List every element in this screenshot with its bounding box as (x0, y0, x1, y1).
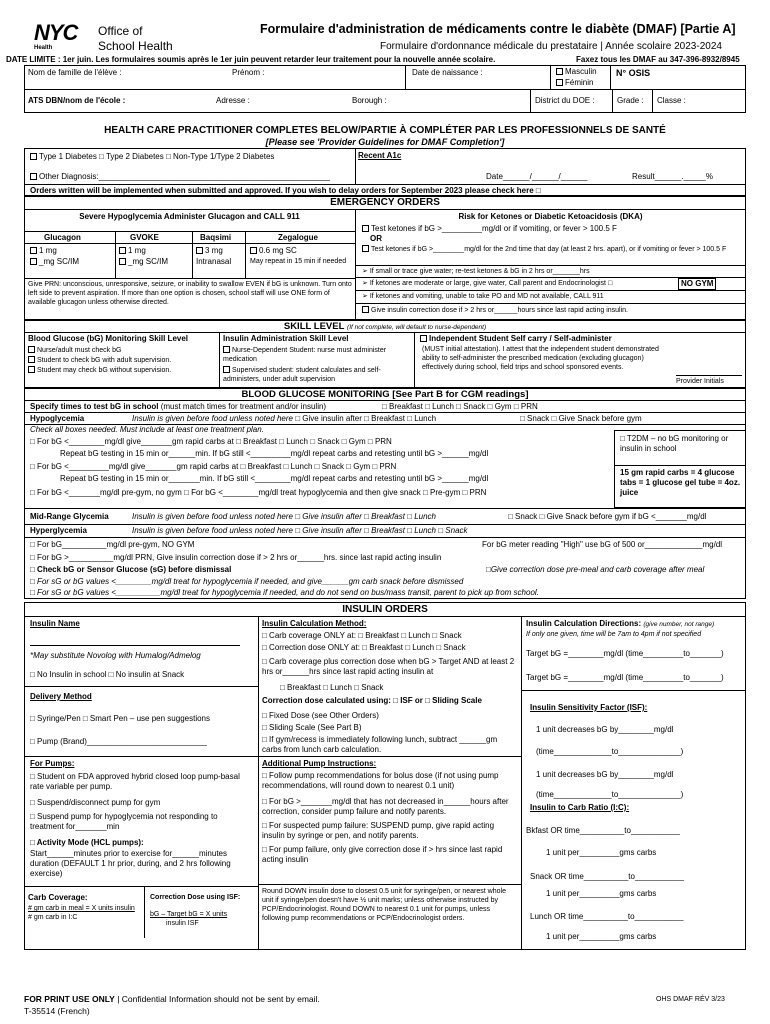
delivery-method-label: Delivery Method (30, 692, 92, 701)
mid-range-snack[interactable]: □ Snack □ Give Snack before gym if bG <_______mg/dl (508, 512, 707, 521)
hyper-timing[interactable]: Insulin is given before food unless noted here □ Give insulin after □ Breakfast □ Lunch □ Snack (132, 526, 468, 535)
pump-failure-threshold[interactable]: □ For bG >_______mg/dl that has not decreased in______hours after correction, consider pump failure and notify parents. (262, 797, 509, 816)
skill-title: SKILL LEVEL (If not complete, will default to nurse-dependent) (283, 321, 487, 332)
pump-instructions-label: Additional Pump Instructions: (262, 759, 377, 768)
dka-title: Risk for Ketones or Diabetic Ketoacidosis (DKA) (458, 212, 643, 221)
isf-1[interactable]: 1 unit decreases bG by________mg/dl (536, 725, 674, 734)
zegalogue-dose[interactable]: 0.6 mg SC (250, 246, 297, 256)
office-line2: School Health (98, 39, 173, 53)
sliding-scale[interactable]: □ Sliding Scale (See Part B) (262, 723, 362, 732)
gvoke-1mg[interactable]: 1 mg (119, 246, 146, 256)
dka-bullet-911: ➢ If ketones and vomiting, unable to take PO and MD not available, CALL 911 (362, 293, 604, 300)
hypo-snack-gym[interactable]: □ Snack □ Give Snack before gym (520, 414, 642, 423)
calc-method-label: Insulin Calculation Method: (262, 619, 367, 628)
district-field[interactable]: District du DOE : (535, 96, 595, 105)
insulin-title: INSULIN ORDERS (342, 604, 428, 615)
bg-skill-nurse[interactable]: Nurse/adult must check bG (28, 346, 121, 355)
col-glucagon: Glucagon (44, 233, 81, 242)
calc-directions-note: If only one given, time will be 7am to 4pm if not specified (526, 631, 702, 638)
female-checkbox[interactable]: Féminin (556, 78, 593, 88)
address-field[interactable]: Adresse : (216, 96, 250, 105)
fax-number: Faxez tous les DMAF au 347-396-8932/8945 (576, 55, 740, 64)
correction-only[interactable]: □ Correction dose ONLY at: □ Breakfast □ Lunch □ Snack (262, 643, 466, 652)
target-bg-2[interactable]: Target bG =________mg/dl (time_________to_______) (526, 673, 724, 682)
hypo-treatment-2[interactable]: □ For bG <_________mg/dl give_______gm rapid carbs at □ Breakfast □ Lunch □ Snack □ Gym □ PRN (30, 462, 397, 471)
hypo-retest-1[interactable]: Repeat bG testing in 15 min or______min. If bG still <_________mg/dl repeat carbs and retesting until bG >______mg/dl (60, 449, 489, 458)
t2dm-option[interactable]: □ T2DM – no bG monitoring or insulin in school (620, 434, 729, 453)
test-time-options[interactable]: □ Breakfast □ Lunch □ Snack □ Gym □ PRN (382, 402, 538, 411)
male-checkbox[interactable]: Masculin (556, 67, 597, 77)
pump-brand-field[interactable]: □ Pump (Brand)___________________________ (30, 737, 207, 746)
osis-field[interactable]: N° OSIS (616, 68, 651, 78)
hypo-label: Hypoglycemia (30, 414, 85, 423)
a1c-date-field[interactable]: Date______/______/______ (486, 172, 588, 181)
icr-label: Insulin to Carb Ratio (I:C): (530, 803, 630, 812)
correction-formula-denom: insulin ISF (166, 920, 199, 927)
logo-sub: Health (34, 45, 53, 51)
grade-field[interactable]: Grade : (617, 96, 644, 105)
office-line1: Office of (98, 24, 143, 38)
carb-coverage-only[interactable]: □ Carb coverage ONLY at: □ Breakfast □ Lunch □ Snack (262, 631, 462, 640)
activity-mode[interactable]: □ Activity Mode (HCL pumps): (30, 838, 144, 847)
page-title: Formulaire d'administration de médicaments contre le diabète (DMAF) [Partie A] (260, 22, 736, 36)
hcp-subtitle: [Please see 'Provider Guidelines for DMAF Completion'] (265, 137, 505, 147)
isf-1-time[interactable]: (time_____________to______________) (536, 747, 684, 756)
last-name-field[interactable]: Nom de famille de l'élève : (28, 68, 122, 77)
no-gym-badge[interactable]: NO GYM (678, 278, 716, 290)
breakfast-time[interactable]: Bkfast OR time__________to___________ (526, 826, 680, 835)
fixed-dose[interactable]: □ Fixed Dose (see Other Orders) (262, 711, 379, 720)
ins-skill-nurse[interactable]: Nurse-Dependent Student: nurse must administer medication (223, 347, 387, 363)
dob-field[interactable]: Date de naissance : (412, 68, 483, 77)
logo-text: NYC (34, 20, 78, 45)
glucagon-prn-note: Give PRN: unconscious, unresponsive, seizure, or inability to swallow EVEN if bG is unknown. Turn onto left side to prevent aspiration. If more than one option is chosen, school staff will use ONE form of available glucagon unless otherwise directed. (28, 281, 352, 306)
bg-skill-title: Blood Glucose (bG) Monitoring Skill Level (28, 334, 189, 343)
hyper-pregym[interactable]: □ For bG__________mg/dl pre-gym, NO GYM (30, 540, 195, 549)
bg-skill-supervised[interactable]: Student to check bG with adult supervision. (28, 356, 171, 365)
other-diagnosis-field[interactable]: Other Diagnosis:____________________________________________________ (30, 172, 330, 182)
dka-option-2[interactable]: Test ketones if bG >________mg/dl for the 2nd time that day (at least 2 hrs. apart), or if vomiting or fever > 100.5 F (362, 245, 742, 254)
rapid-carb-note: 15 gm rapid carbs = 4 glucose tabs = 1 glucose gel tube = 4oz. juice (620, 468, 741, 497)
revision-code: OHS DMAF RÉV 3/23 (656, 996, 725, 1003)
correction-isf-label: Correction Dose using ISF: (150, 894, 241, 901)
bg-skill-independent[interactable]: Student may check bG without supervision. (28, 366, 171, 375)
classe-field[interactable]: Classe : (657, 96, 686, 105)
dismissal-check[interactable]: □ Check bG or Sensor Glucose (sG) before dismissal (30, 565, 232, 574)
print-use-note: FOR PRINT USE ONLY | Confidential Information should not be sent by email. (24, 994, 320, 1004)
no-insulin-options[interactable]: □ No Insulin in school □ No insulin at Snack (30, 670, 185, 679)
activity-mode-detail[interactable]: Start______minutes prior to exercise for______minutes duration (DEFAULT 1 hr prior, during, and 2 hrs following exercise) (30, 849, 231, 878)
mid-range-timing[interactable]: Insulin is given before food unless noted here □ Give insulin after □ Breakfast □ Lunch (132, 512, 436, 521)
gym-lunch-subtract[interactable]: □ If gym/recess is immediately following lunch, subtract ______gm carbs from lunch carb calculation. (262, 735, 498, 754)
pump-follow-recommend[interactable]: □ Follow pump recommendations for bolus dose (if not using pump recommendations, will round down to nearest 0.1 unit) (262, 771, 499, 790)
isf-2[interactable]: 1 unit decreases bG by________mg/dl (536, 770, 674, 779)
independent-attestation: (MUST initial attestation). I attest that the independent student demonstrated ability to self-administer the prescribed medication (excluding glucagon) effectively during school, field trips and school sponsored events. (422, 346, 659, 371)
round-down-note: Round DOWN insulin dose to closest 0.5 unit for syringe/pen, or nearest whole unit if syringe/pen doesn't have ½ unit marks; unless otherwise instructed by PCP/Endocrinologist. Round DOWN to nearest 0.1 unit for pumps, unless following pump recommendations or PCP/Endocrinologist orders. (262, 888, 506, 922)
premeal-correction[interactable]: □Give correction dose pre-meal and carb coverage after meal (486, 565, 705, 574)
calc-directions-label: Insulin Calculation Directions: (give number, not range) (526, 619, 715, 628)
hypo-treatment-1[interactable]: □ For bG <________mg/dl give_______gm rapid carbs at □ Breakfast □ Lunch □ Snack □ Gym □ PRN (30, 437, 392, 446)
hypo-treatment-3[interactable]: □ For bG <_______mg/dl pre-gym, no gym □ For bG <________mg/dl treat hypoglycemia and then give snack □ Pre-gym □ PRN (30, 488, 487, 497)
office-name (98, 24, 173, 54)
pump-suspect-failure[interactable]: □ For suspected pump failure: SUSPEND pump, give rapid acting insulin by syringe or pen, and notify parents. (262, 821, 495, 840)
carb-formula: # gm carb in meal = X units insulin (28, 905, 135, 912)
for-pumps-label: For Pumps: (30, 759, 75, 768)
carb-plus-correction-meals[interactable]: □ Breakfast □ Lunch □ Snack (280, 683, 384, 692)
suspend-gym[interactable]: □ Suspend/disconnect pump for gym (30, 798, 161, 807)
page-subtitle: Formulaire d'ordonnance médicale du prestataire | Année scolaire 2023-2024 (380, 41, 722, 52)
glucagon-custom[interactable]: _mg SC/IM (30, 257, 79, 267)
syringe-pen-option[interactable]: □ Syringe/Pen □ Smart Pen – use pen suggestions (30, 714, 210, 723)
isf-2-time[interactable]: (time_____________to______________) (536, 790, 684, 799)
pump-failure-correction[interactable]: □ For pump failure, only give correction dose if > hrs since last rapid acting insulin (262, 845, 503, 864)
recent-a1c-label: Recent A1c (358, 151, 402, 160)
hypo-insulin-timing[interactable]: Insulin is given before food unless noted here □ Give insulin after □ Breakfast □ Lunch (132, 414, 437, 423)
breakfast-ratio[interactable]: 1 unit per_________gms carbs (546, 848, 657, 857)
snack-ratio[interactable]: 1 unit per_________gms carbs (546, 889, 657, 898)
suspend-hypo[interactable]: □ Suspend pump for hypoglycemia not responding to treatment for_______min (30, 812, 218, 831)
diabetes-type-options[interactable]: Type 1 Diabetes □ Type 2 Diabetes □ Non-Type 1/Type 2 Diabetes (30, 152, 274, 162)
substitute-note: *May substitute Novolog with Humalog/Admelog (30, 651, 201, 660)
check-all-note: Check all boxes needed. Must include at least one treatment plan. (30, 425, 264, 434)
glucagon-1mg[interactable]: 1 mg (30, 246, 57, 256)
bgm-title: BLOOD GLUCOSE MONITORING [See Part B for CGM readings] (241, 389, 529, 400)
nyc-health-logo (34, 22, 88, 52)
hyper-label: Hyperglycemia (30, 526, 87, 535)
col-zegalogue: Zegalogue (278, 233, 319, 242)
mid-range-label: Mid-Range Glycemia (30, 512, 109, 521)
borough-field[interactable]: Borough : (352, 96, 387, 105)
first-name-field[interactable]: Prénom : (232, 68, 265, 77)
ats-field[interactable]: ATS DBN/nom de l'école : (28, 96, 126, 105)
dismissal-pickup[interactable]: □ For sG or bG values <__________mg/dl treat for hypoglycemia if needed, and do not send on bus/mass transit, parent to pick up from school. (30, 588, 539, 597)
a1c-result-field[interactable]: Result______._____% (632, 172, 713, 181)
form-code: T-35514 (French) (24, 1006, 90, 1016)
dka-bullet-small: ➢ If small or trace give water; re-test ketones & bG in 2 hrs or_______hrs (362, 268, 590, 275)
dka-or: OR (370, 234, 382, 243)
carb-plus-correction[interactable]: □ Carb coverage plus correction dose when bG > Target AND at least 2 hrs or______hrs since last rapid acting insulin at (262, 657, 515, 676)
baqsimi-route: Intranasal (196, 257, 232, 266)
deadline-notice: DATE LIMITE : 1er juin. Les formulaires soumis après le 1er juin peuvent retarder leur traitement pour la nouvelle année scolaire. (6, 55, 496, 64)
hybrid-closed-loop[interactable]: □ Student on FDA approved hybrid closed loop pump-basal rate variable per pump. (30, 772, 240, 791)
specify-times: Specify times to test bG in school (must match times for treatment and/or insulin) (30, 402, 327, 411)
target-bg-1[interactable]: Target bG =________mg/dl (time_________to_______) (526, 649, 724, 658)
emergency-title: EMERGENCY ORDERS (330, 197, 440, 208)
independent-title[interactable]: Independent Student Self carry / Self-administer (420, 334, 612, 344)
dka-bullet-moderate[interactable]: ➢ If ketones are moderate or large, give water, Call parent and Endocrinologist □ (362, 280, 613, 287)
carb-formula-denom: # gm carb in I:C (28, 914, 78, 921)
orders-note[interactable]: Orders written will be implemented when submitted and approved. If you wish to delay orders for September 2023 please check here □ (30, 186, 541, 195)
ins-skill-title: Insulin Administration Skill Level (223, 334, 349, 343)
lunch-time[interactable]: Lunch OR time__________to___________ (530, 912, 684, 921)
ins-skill-supervised[interactable]: Supervised student: student calculates and self-administers, under adult supervision (223, 367, 381, 383)
gvoke-custom[interactable]: _mg SC/IM (119, 257, 168, 267)
provider-initials[interactable]: Provider Initials (676, 378, 724, 385)
hyper-correction[interactable]: □ For bG >__________mg/dl PRN, Give insulin correction dose if > 2 hrs or______hrs. since last rapid acting insulin (30, 553, 442, 562)
hyper-high-reading[interactable]: For bG meter reading "High" use bG of 500 or_____________mg/dl (482, 540, 723, 549)
dka-option-1[interactable]: Test ketones if bG >_________mg/dl or if vomiting, or fever > 100.5 F (362, 224, 617, 234)
baqsimi-3mg[interactable]: 3 mg (196, 246, 223, 256)
carb-coverage-label: Carb Coverage: (28, 893, 88, 902)
isf-label: Insulin Sensitivity Factor (ISF): (530, 703, 648, 712)
snack-time[interactable]: Snack OR time__________to___________ (530, 872, 684, 881)
col-gvoke: GVOKE (130, 233, 159, 242)
lunch-ratio[interactable]: 1 unit per_________gms carbs (546, 932, 657, 941)
correction-formula: bG – Target bG = X units (150, 911, 228, 918)
insulin-name-label: Insulin Name (30, 619, 80, 628)
zegalogue-repeat: May repeat in 15 min if needed (250, 258, 347, 265)
hypo-title: Severe Hypoglycemia Administer Glucagon and CALL 911 (79, 212, 300, 221)
dka-correction-option[interactable]: Give insulin correction dose if > 2 hrs or______hours since last rapid acting insulin. (362, 306, 628, 315)
correction-calc-label[interactable]: Correction dose calculated using: □ ISF or □ Sliding Scale (262, 696, 482, 705)
col-baqsimi: Baqsimi (200, 233, 232, 242)
dismissal-low[interactable]: □ For sG or bG values <________mg/dl treat for hypoglycemia if needed, and give______gm carb snack before dismissed (30, 577, 464, 586)
hypo-retest-2[interactable]: Repeat bG testing in 15 min or_______min. If bG still <________mg/dl repeat carbs and retesting until bG >______mg/dl (60, 474, 489, 483)
hcp-title: HEALTH CARE PRACTITIONER COMPLETES BELOW/PARTIE À COMPLÉTER PAR LES PROFESSIONNELS DE SANTÉ (104, 125, 666, 136)
